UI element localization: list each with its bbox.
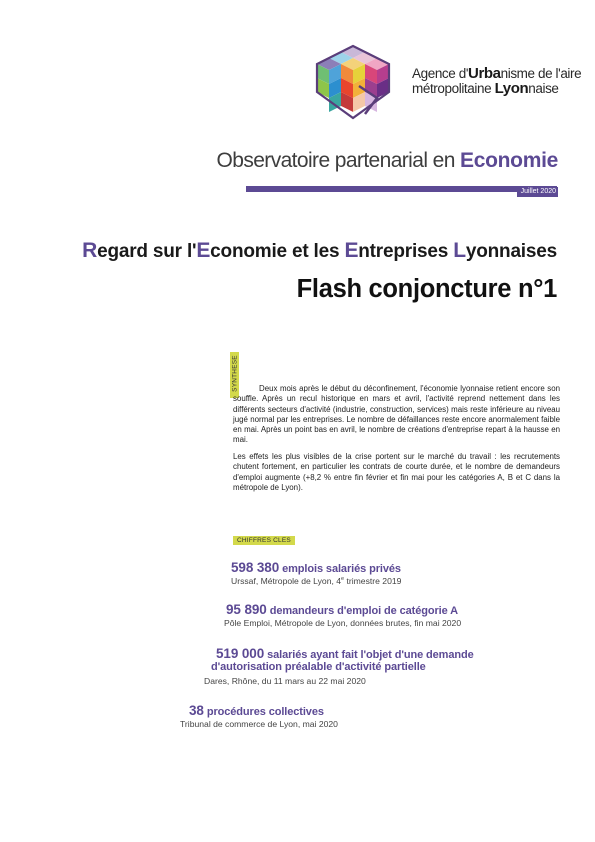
observatoire-title: Observatoire partenarial en Economie [216,149,558,172]
key-figure-2 [226,602,458,617]
key-figure-3 [216,646,474,661]
synthese-paragraph: Deux mois après le début du déconfinement, l'économie lyonnaise retient encore son souffle. Après un recul historique en mars et avril, l'activité reprend nettement dans les différents secteurs d'activité (industrie, construction, services) mais reste inférieure au niveau jugé normal par les entreprises. Le nombre de défaillances reste encore anormalement faible en mai. Après un point bas en avril, le nombre de créations d'entreprise repart à la hausse en mai. [233,384,560,445]
header-divider-bar [246,186,557,192]
synthese-paragraph: Les effets les plus visibles de la crise portent sur le marché du travail : les recrutements chutent fortement, en particulier les contrats de courte durée, et le nombre de demandeurs d'emploi augmente (+8,2 % entre fin février et fin mai pour les catégories A, B et C dans la métropole de Lyon). [233,452,560,492]
document-title: Regard sur l'Economie et les Entreprises Lyonnaises [82,239,557,262]
key-figure-number: 519 000 [216,646,265,661]
key-figure-number: 95 890 [226,602,267,617]
chiffres-cles-label: CHIFFRES CLES [233,536,295,545]
key-figure-source: Tribunal de commerce de Lyon, mai 2020 [180,719,338,729]
key-figure-source: Pôle Emploi, Métropole de Lyon, données brutes, fin mai 2020 [224,618,462,628]
key-figure-label: emplois salariés privés [282,563,401,575]
synthese-label: SYNTHESE [230,352,239,398]
key-figure-label: salariés ayant fait l'objet d'une demande [267,649,474,661]
key-figure-1 [231,560,401,575]
document-subtitle: Flash conjoncture n°1 [296,275,557,303]
key-figure-number: 598 380 [231,560,280,575]
key-figure-source: Dares, Rhône, du 11 mars au 22 mai 2020 [204,676,366,686]
publication-date: Juillet 2020 [517,187,558,197]
agency-name-line2: métropolitaine Lyonnaise [412,80,559,97]
key-figure-source: Urssaf, Métropole de Lyon, 4e trimestre 2019 [231,576,402,586]
key-figure-number: 38 [189,703,204,718]
key-figure-4 [189,703,324,718]
key-figure-label: demandeurs d'emploi de catégorie A [269,605,459,617]
key-figure-label: procédures collectives [206,706,324,718]
key-figure-label-continued: d'autorisation préalable d'activité partielle [211,661,426,673]
agency-logo-icon [309,44,401,122]
agency-name-line1: Agence d'Urbanisme de l'aire [412,65,582,82]
